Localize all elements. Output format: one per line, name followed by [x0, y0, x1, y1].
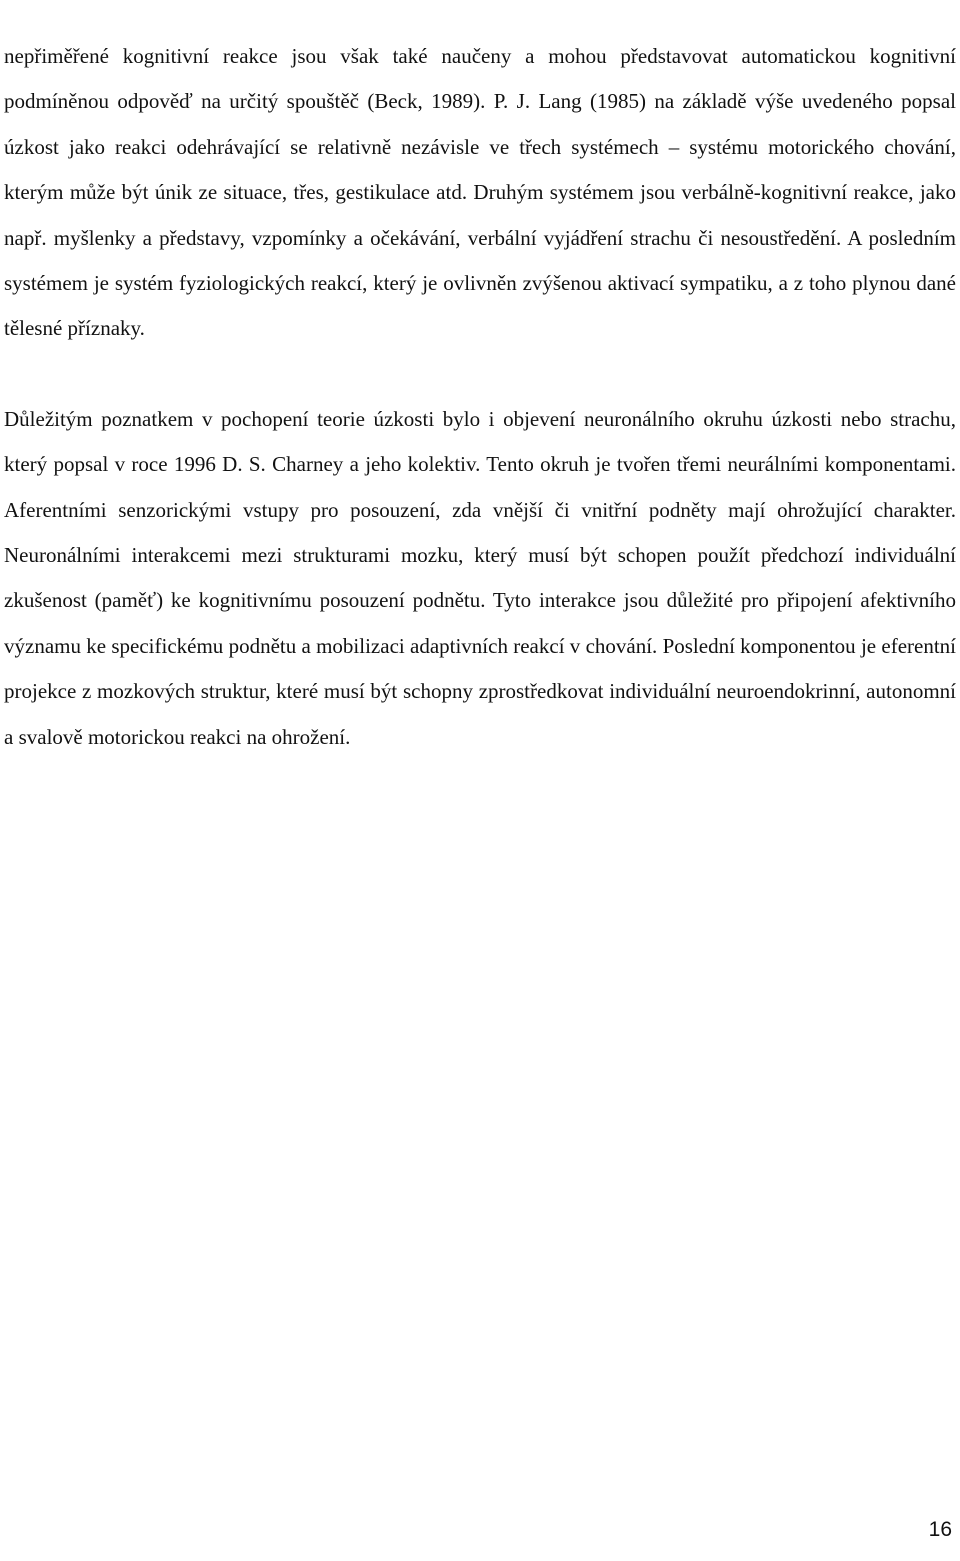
document-text-body: [4, 34, 956, 760]
paragraph-neuronal-circuit: Důležitým poznatkem v pochopení teorie úzkosti bylo i objevení neuronálního okruhu úzkosti nebo strachu, který popsal v roce 1996 D. S. Charney a jeho kolektiv. Tento okruh je tvořen třemi neurálními komponentami. Aferentními senzorickými vstupy pro posouzení, zda vnější či vnitřní podněty mají ohrožující charakter. Neuronálními interakcemi mezi strukturami mozku, který musí být schopen použít předchozí individuální zkušenost (paměť) ke kognitivnímu posouzení podnětu. Tyto interakce jsou důležité pro připojení afektivního významu ke specifickému podnětu a mobilizaci adaptivních reakcí v chování. Poslední komponentou je eferentní projekce z mozkových struktur, které musí být schopny zprostředkovat individuální neuroendokrinní, autonomní a svalově motorickou reakci na ohrožení.: [4, 406, 956, 749]
paragraph-anxiety-systems: nepřiměřené kognitivní reakce jsou však také naučeny a mohou představovat automatickou kognitivní podmíněnou odpověď na určitý spouštěč (Beck, 1989). P. J. Lang (1985) na základě výše uvedeného popsal úzkost jako reakci odehrávající se relativně nezávisle ve třech systémech – systému motorického chování, kterým může být únik ze situace, třes, gestikulace atd. Druhým systémem jsou verbálně-kognitivní reakce, jako např. myšlenky a představy, vzpomínky a očekávání, verbální vyjádření strachu či nesoustředění. A posledním systémem je systém fyziologických reakcí, který je ovlivněn zvýšenou aktivací sympatiku, a z toho plynou dané tělesné příznaky.: [4, 44, 956, 341]
page-number: 16: [928, 1518, 952, 1541]
